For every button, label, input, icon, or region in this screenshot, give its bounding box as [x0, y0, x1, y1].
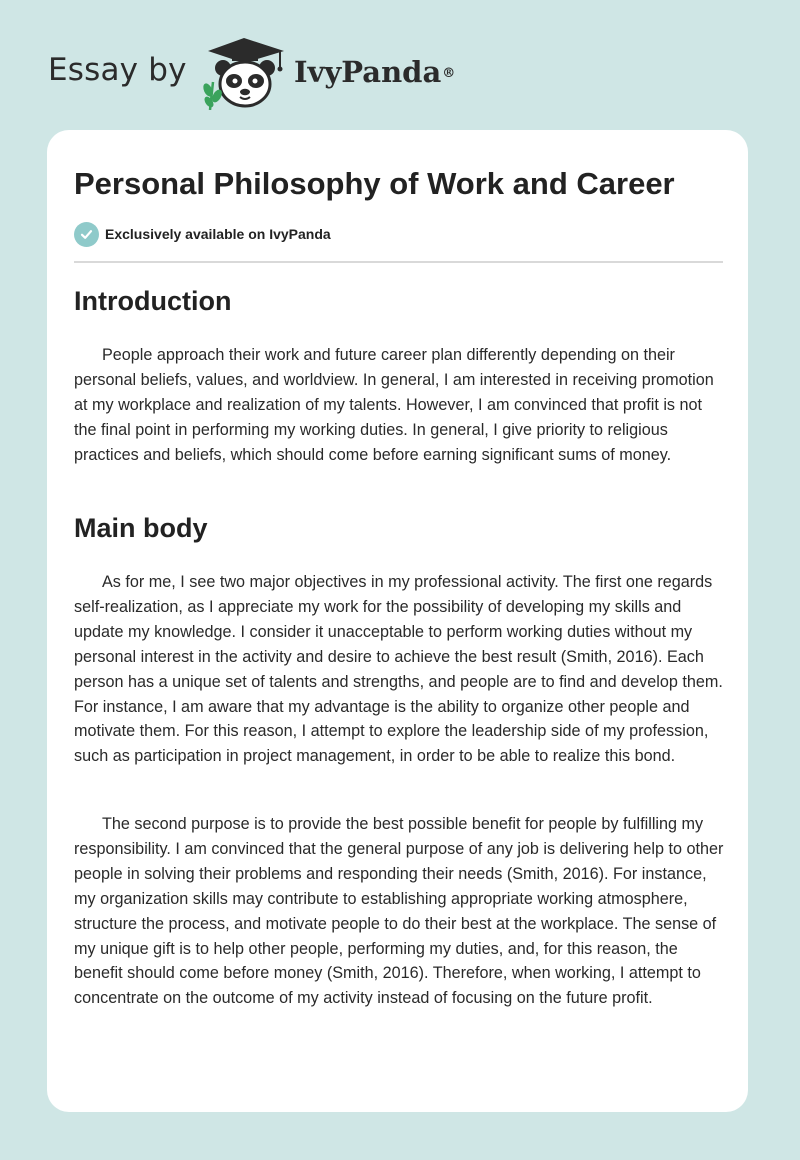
essay-card	[47, 130, 748, 1112]
brand-name-text: IvyPanda	[294, 55, 442, 89]
brand-name[interactable]	[294, 52, 455, 92]
brand-prefix: Essay by	[48, 52, 187, 88]
page-title: Personal Philosophy of Work and Career	[74, 166, 675, 201]
main-body-paragraph-1: As for me, I see two major objectives in my professional activity. The first one regards self-realization, as I appreciate my work for the possibility of developing my skills and update my knowledge. I consider it unacceptable to perform working duties without my personal interest in the activity and desire to achieve the best result (Smith, 2016). Each person has a unique set of talents and strengths, and people are to find and develop them. For instance, I am aware that my advantage is the ability to organize other people and motivate them. For this reason, I attempt to explore the leadership side of my profession, such as participation in project management, in order to be able to realize this bond.	[74, 573, 723, 766]
panda-graduate-logo-icon[interactable]	[200, 36, 294, 110]
title-divider	[74, 261, 723, 263]
availability-text: Exclusively available on IvyPanda	[105, 226, 331, 242]
main-body-paragraph-2: The second purpose is to provide the best possible benefit for people by fulfilling my responsibility. I am convinced that the general purpose of any job is delivering help to other people in solving their problems and responding their needs (Smith, 2016). For instance, my organization skills may contribute to establishing appropriate working atmosphere, structure the process, and motivate people to do their best at the workplace. The sense of my unique gift is to help other people, performing my duties, and, for this reason, the benefit should come before money (Smith, 2016). Therefore, when working, I attempt to concentrate on the outcome of my activity instead of focusing on the future profit.	[74, 815, 724, 1008]
trademark-symbol: ®	[442, 66, 456, 81]
section-heading-introduction: Introduction	[74, 286, 232, 316]
site-header	[0, 0, 800, 120]
availability-badge	[74, 221, 331, 247]
check-circle-icon	[74, 222, 99, 247]
section-heading-main-body: Main body	[74, 513, 208, 543]
introduction-paragraph: People approach their work and future career plan differently depending on their personal beliefs, values, and worldview. In general, I am interested in receiving promotion at my workplace and realization of my talents. However, I am convinced that profit is not the final point in performing my working duties. In general, I give priority to religious practices and beliefs, which should come before earning significant sums of money.	[74, 346, 714, 464]
